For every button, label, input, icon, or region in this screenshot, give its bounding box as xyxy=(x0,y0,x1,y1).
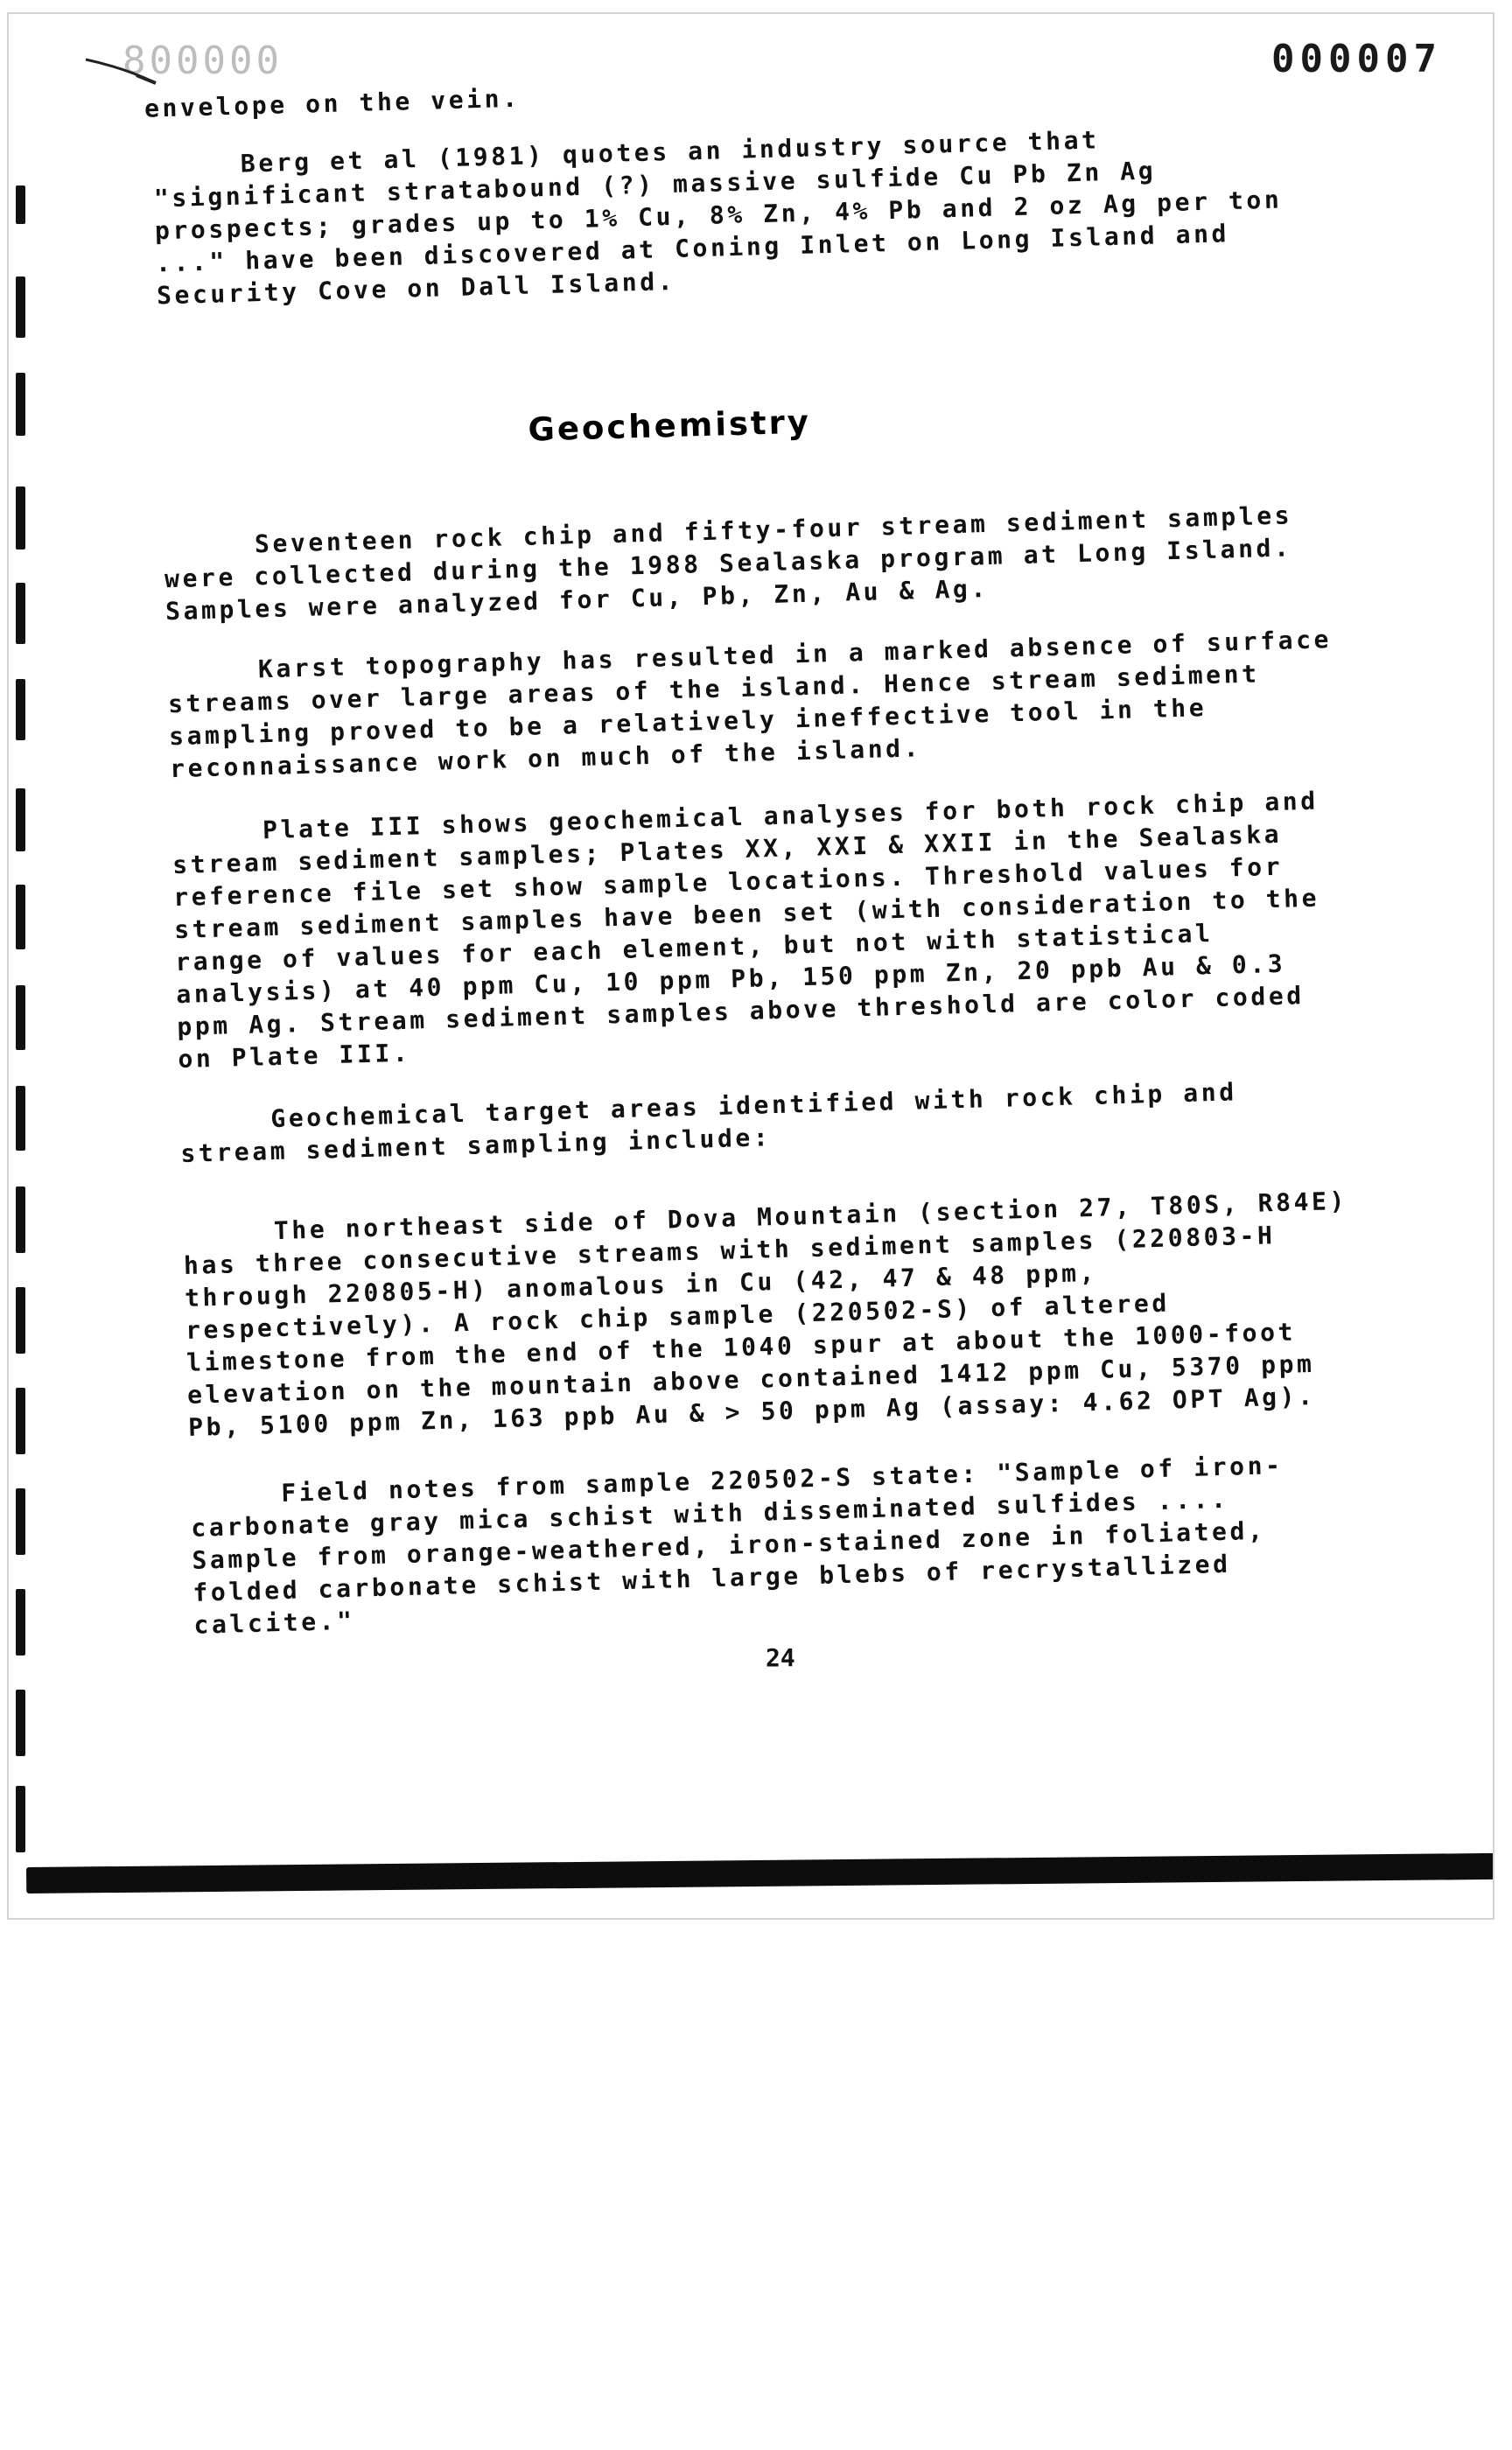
binding-mark xyxy=(16,1690,25,1756)
binding-mark xyxy=(16,1488,25,1555)
section-heading-geochemistry: Geochemistry xyxy=(527,402,812,449)
binding-mark xyxy=(16,1589,25,1656)
binding-mark xyxy=(16,679,25,740)
binding-mark xyxy=(16,486,25,550)
document-page xyxy=(7,12,1494,1920)
document-number: 000007 xyxy=(1271,37,1442,81)
binding-mark xyxy=(16,583,25,644)
binding-mark xyxy=(16,1186,25,1253)
paragraph-plate: Plate III shows geochemical analyses for both rock chip and stream sediment samples; Plates XX, XXI & XXII in the Sealaska reference file set show sample locations. Threshold values for stream sediment samples have been set (with consideration to the range of values for each element, but not with statistical analysis) at 40 ppm Cu, 10 ppm Pb, 150 ppm Zn, 20 ppb Au & 0.3 ppm Ag. Stream sediment samples above threshold are color coded on Plate III. xyxy=(172,786,1320,1074)
binding-mark xyxy=(16,373,25,436)
paragraph-samples: Seventeen rock chip and fifty-four stream sediment samples were collected during the 1988 Sealaska program at Long Island. Samples were analyzed for Cu, Pb, Zn, Au & Ag. xyxy=(164,500,1293,626)
paragraph-field-notes: Field notes from sample 220502-S state: "Sample of iron- carbonate gray mica schist with disseminated sulfides .... Sample from orange-weathered, iron-stained zone in foliated, folded carbonate schist with large blebs of recrystallized calcite." xyxy=(190,1450,1284,1640)
binding-holes xyxy=(9,14,52,1920)
page-number: 24 xyxy=(766,1643,795,1672)
paragraph-dova-mountain: The northeast side of Dova Mountain (section 27, T80S, R84E) has three consecutive streams with sediment samples (220803-H through 220805-H) anomalous in Cu (42, 47 & 48 ppm, respectively). A rock chip sample (220502-S) of altered limestone from the end of the 1040 spur at about the 1000-foot elevation on the mountain above contained 1412 ppm Cu, 5370 ppm Pb, 5100 ppm Zn, 163 ppb Au & > 50 ppm Ag (assay: 4.62 OPT Ag). xyxy=(183,1186,1348,1442)
faded-stamp-number: 800000 xyxy=(122,38,283,83)
binding-mark xyxy=(16,186,25,224)
paragraph-berg: Berg et al (1981) quotes an industry source that "significant stratabound (?) massive sulfide Cu Pb Zn Ag prospects; grades up to 1% Cu, 8% Zn, 4% Pb and 2 oz Ag per ton ..." have been discovered at Coning Inlet on Long Island and Security Cove on Dall Island. xyxy=(153,125,1283,311)
binding-mark xyxy=(16,1388,25,1454)
scan-edge-bar xyxy=(26,1853,1494,1894)
binding-mark xyxy=(16,1287,25,1354)
paragraph-envelope: envelope on the vein. xyxy=(144,83,521,123)
binding-mark xyxy=(16,276,25,338)
binding-mark xyxy=(16,788,25,851)
binding-mark xyxy=(16,885,25,949)
binding-mark xyxy=(16,1086,25,1151)
paragraph-targets: Geochemical target areas identified with rock chip and stream sediment sampling include: xyxy=(179,1077,1238,1169)
paragraph-karst: Karst topography has resulted in a marked absence of surface streams over large areas of the island. Hence stream sediment sampling proved to be a relatively ineffective tool in the reconnaissance work on much of the island. xyxy=(167,625,1333,784)
binding-mark xyxy=(16,985,25,1050)
pen-mark-icon xyxy=(84,56,163,91)
binding-mark xyxy=(16,1786,25,1852)
